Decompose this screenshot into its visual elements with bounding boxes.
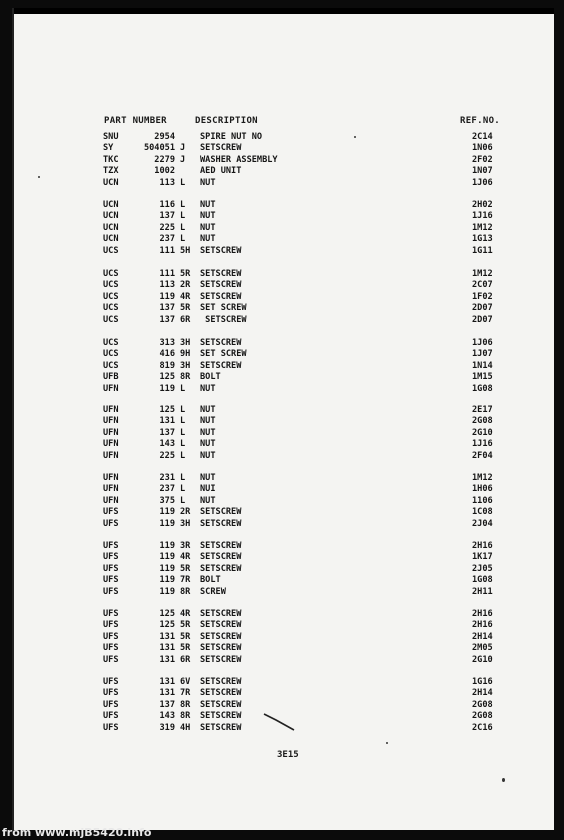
ref-number: 1C08 (472, 507, 493, 518)
ref-number: 2H14 (472, 631, 493, 642)
part-row (14, 496, 554, 507)
part-description: SETSCREW (200, 552, 242, 563)
ref-number: 2M05 (472, 643, 493, 654)
ref-number: 2D07 (472, 314, 493, 325)
part-description: SPIRE NUT NO (200, 132, 263, 142)
part-prefix: UFS (103, 552, 119, 563)
part-suffix: 6V (180, 677, 191, 687)
part-description: NUT (200, 200, 216, 210)
scan-top-edge (14, 8, 554, 14)
part-prefix: UFN (103, 383, 119, 394)
part-suffix: 5R (180, 631, 191, 642)
part-description: NUT (200, 495, 216, 506)
part-description: NUI (200, 484, 216, 495)
ref-number: 2G08 (472, 699, 493, 710)
part-row (14, 688, 554, 699)
part-prefix: UFS (103, 643, 119, 654)
part-row (14, 620, 554, 631)
part-prefix: UCN (103, 222, 119, 233)
ref-number: 2H16 (472, 609, 493, 619)
ref-number: 1G11 (472, 245, 493, 256)
part-row (14, 211, 554, 222)
part-row (14, 269, 554, 280)
part-number: 125 (159, 620, 175, 631)
part-number: 1002 (154, 166, 175, 177)
part-prefix: UCS (103, 245, 119, 256)
part-prefix: SNU (103, 132, 119, 142)
part-suffix: L (180, 405, 186, 415)
part-number: 131 (159, 688, 175, 699)
part-suffix: L (180, 473, 186, 483)
scan-speck (386, 742, 388, 744)
part-row (14, 338, 554, 349)
ref-number: 2G10 (472, 427, 493, 438)
part-description: SETSCREW (200, 654, 242, 665)
part-number: 319 (159, 722, 175, 733)
part-row (14, 643, 554, 654)
part-suffix: L (180, 416, 186, 427)
part-row (14, 166, 554, 177)
part-row (14, 384, 554, 395)
part-description: NUT (200, 383, 216, 394)
part-suffix: 7R (180, 575, 191, 586)
part-number: 137 (159, 211, 175, 222)
source-watermark: from www.mjB5420.info (2, 826, 152, 839)
part-number: 225 (159, 450, 175, 461)
part-prefix: UCS (103, 280, 119, 291)
part-suffix: 7R (180, 688, 191, 699)
part-prefix: UCS (103, 314, 119, 325)
part-description: NUT (200, 427, 216, 438)
part-prefix: UCS (103, 338, 119, 348)
ref-number: 1M12 (472, 222, 493, 233)
part-prefix: TZX (103, 166, 119, 177)
part-number: 125 (159, 405, 175, 415)
ref-number: 1J16 (472, 439, 493, 450)
part-number: 131 (159, 677, 175, 687)
part-number: 819 (159, 360, 175, 371)
part-prefix: UFS (103, 722, 119, 733)
ref-number: 1H06 (472, 484, 493, 495)
part-description: NUT (200, 450, 216, 461)
ref-number: 2G10 (472, 654, 493, 665)
part-description: SETSCREW (200, 314, 247, 325)
part-prefix: UFS (103, 699, 119, 710)
scan-speck (354, 136, 356, 138)
ref-number: 1M15 (472, 372, 493, 383)
page-code: 3E15 (277, 750, 299, 760)
part-suffix: 8R (180, 711, 191, 722)
part-row (14, 200, 554, 211)
ref-number: 1G16 (472, 677, 493, 687)
part-number: 237 (159, 234, 175, 245)
part-number: 119 (159, 291, 175, 302)
part-number: 137 (159, 427, 175, 438)
parts-group (14, 338, 554, 395)
part-description: SETSCREW (200, 269, 242, 279)
part-suffix: 9H (180, 349, 191, 360)
part-description: SETSCREW (200, 291, 242, 302)
ref-number: 2C14 (472, 132, 493, 142)
part-prefix: UCN (103, 211, 119, 222)
part-prefix: UFS (103, 654, 119, 665)
part-number: 416 (159, 349, 175, 360)
part-description: NUT (200, 405, 216, 415)
part-suffix: 4R (180, 552, 191, 563)
ref-number: 1M12 (472, 269, 493, 279)
part-row (14, 223, 554, 234)
parts-group (14, 541, 554, 598)
part-prefix: UFS (103, 677, 119, 687)
part-row (14, 519, 554, 530)
ref-number: 1F02 (472, 291, 493, 302)
part-prefix: UCS (103, 291, 119, 302)
part-row (14, 292, 554, 303)
part-prefix: UFS (103, 631, 119, 642)
part-number: 119 (159, 541, 175, 551)
part-description: SETSCREW (200, 280, 242, 291)
part-number: 119 (159, 575, 175, 586)
ref-number: 2C16 (472, 722, 493, 733)
part-description: SET SCREW (200, 349, 247, 360)
part-suffix: 8R (180, 586, 191, 597)
part-number: 131 (159, 643, 175, 654)
part-description: NUT (200, 416, 216, 427)
part-prefix: UCS (103, 349, 119, 360)
part-row (14, 507, 554, 518)
ref-number: 1J07 (472, 349, 493, 360)
part-row (14, 473, 554, 484)
part-suffix: 8R (180, 699, 191, 710)
part-prefix: UCN (103, 200, 119, 210)
parts-group (14, 405, 554, 462)
ref-number: 2H16 (472, 541, 493, 551)
part-prefix: UFN (103, 416, 119, 427)
part-description: WASHER ASSEMBLY (200, 154, 278, 165)
part-prefix: UFS (103, 563, 119, 574)
header-part-number: PART NUMBER (104, 116, 167, 126)
ref-number: 2G08 (472, 416, 493, 427)
bleed-through-text (410, 736, 414, 744)
parts-group (14, 132, 554, 189)
part-row (14, 303, 554, 314)
part-number: 131 (159, 654, 175, 665)
part-number: 2279 (154, 154, 175, 165)
part-suffix: 3R (180, 541, 191, 551)
ref-number: 2F02 (472, 154, 493, 165)
part-suffix: 3H (180, 360, 191, 371)
part-prefix: UFN (103, 439, 119, 450)
part-row (14, 315, 554, 326)
ref-number: 2C07 (472, 280, 493, 291)
part-description: SETSCREW (200, 507, 242, 518)
part-number: 231 (159, 473, 175, 483)
part-prefix: UFN (103, 405, 119, 415)
part-suffix: L (180, 484, 186, 495)
part-number: 116 (159, 200, 175, 210)
part-description: SETSCREW (200, 688, 242, 699)
part-prefix: UCS (103, 360, 119, 371)
ref-number: 1K17 (472, 552, 493, 563)
header-ref-no: REF.NO. (460, 116, 501, 126)
part-description: NUT (200, 177, 216, 188)
part-row (14, 439, 554, 450)
ref-number: 1N06 (472, 143, 493, 154)
part-suffix: 3H (180, 518, 191, 529)
ref-number: 2J04 (472, 518, 493, 529)
part-suffix: L (180, 439, 186, 450)
part-suffix: 4H (180, 722, 191, 733)
part-prefix: SY (103, 143, 114, 154)
ref-number: 2H16 (472, 620, 493, 631)
part-number: 125 (159, 372, 175, 383)
ref-number: 2F04 (472, 450, 493, 461)
part-row (14, 246, 554, 257)
part-description: SETSCREW (200, 620, 242, 631)
part-row (14, 155, 554, 166)
part-row (14, 416, 554, 427)
part-description: SETSCREW (200, 699, 242, 710)
part-description: SETSCREW (200, 338, 242, 348)
part-suffix: 3H (180, 338, 191, 348)
part-row (14, 609, 554, 620)
part-suffix: 4R (180, 291, 191, 302)
ref-number: 1N07 (472, 166, 493, 177)
part-description: SETSCREW (200, 677, 242, 687)
ref-number: 2J05 (472, 563, 493, 574)
part-suffix: 8R (180, 372, 191, 383)
part-prefix: UFS (103, 711, 119, 722)
part-number: 119 (159, 507, 175, 518)
part-suffix: 5R (180, 303, 191, 314)
part-row (14, 361, 554, 372)
ref-number: 2H02 (472, 200, 493, 210)
part-row (14, 541, 554, 552)
part-number: 113 (159, 280, 175, 291)
part-row (14, 587, 554, 598)
part-prefix: UFN (103, 484, 119, 495)
part-number: 504051 (143, 143, 175, 154)
part-description: NUT (200, 222, 216, 233)
part-row (14, 451, 554, 462)
part-prefix: UFS (103, 586, 119, 597)
part-number: 137 (159, 699, 175, 710)
part-description: SETSCREW (200, 245, 242, 256)
part-number: 375 (159, 495, 175, 506)
part-suffix: L (180, 234, 186, 245)
part-prefix: UCS (103, 269, 119, 279)
part-number: 119 (159, 563, 175, 574)
part-row (14, 178, 554, 189)
ref-number: 1N14 (472, 360, 493, 371)
scan-speck (502, 778, 505, 782)
part-number: 2954 (154, 132, 175, 142)
header-description: DESCRIPTION (195, 116, 258, 126)
part-prefix: UFN (103, 427, 119, 438)
part-prefix: UFN (103, 473, 119, 483)
part-row (14, 143, 554, 154)
part-description: NUT (200, 439, 216, 450)
part-description: SETSCREW (200, 711, 242, 722)
part-suffix: 5H (180, 245, 191, 256)
parts-group (14, 609, 554, 666)
part-prefix: UFS (103, 541, 119, 551)
part-row (14, 632, 554, 643)
part-suffix: 5R (180, 620, 191, 631)
part-row (14, 484, 554, 495)
part-suffix: 4R (180, 609, 191, 619)
part-row (14, 575, 554, 586)
part-prefix: UFN (103, 495, 119, 506)
part-number: 111 (159, 269, 175, 279)
part-suffix: 2R (180, 507, 191, 518)
scan-speck (38, 176, 40, 178)
ref-number: 1J06 (472, 338, 493, 348)
part-description: SETSCREW (200, 518, 242, 529)
part-number: 111 (159, 245, 175, 256)
part-row (14, 677, 554, 688)
part-prefix: UFS (103, 507, 119, 518)
part-suffix: L (180, 211, 186, 222)
part-description: SETSCREW (200, 609, 242, 619)
pen-mark-icon (262, 710, 298, 732)
part-description: SET SCREW (200, 303, 247, 314)
ref-number: 1M12 (472, 473, 493, 483)
part-suffix: 6R (180, 654, 191, 665)
ref-number: 2G08 (472, 711, 493, 722)
parts-group (14, 473, 554, 530)
part-description: SETSCREW (200, 631, 242, 642)
part-prefix: UCN (103, 177, 119, 188)
part-number: 137 (159, 314, 175, 325)
part-description: SETSCREW (200, 563, 242, 574)
parts-group (14, 200, 554, 257)
ref-number: 1106 (472, 495, 493, 506)
part-number: 125 (159, 609, 175, 619)
part-number: 313 (159, 338, 175, 348)
part-prefix: UFS (103, 518, 119, 529)
part-suffix: 5R (180, 269, 191, 279)
part-number: 131 (159, 416, 175, 427)
part-suffix: J (180, 143, 186, 154)
part-description: NUT (200, 211, 216, 222)
part-row (14, 552, 554, 563)
ref-number: 1J16 (472, 211, 493, 222)
part-description: AED UNIT (200, 166, 242, 177)
part-prefix: UFS (103, 620, 119, 631)
part-row (14, 280, 554, 291)
ref-number: 2H14 (472, 688, 493, 699)
part-description: BOLT (200, 575, 221, 586)
part-description: SETSCREW (200, 643, 242, 654)
part-row (14, 564, 554, 575)
part-prefix: UFN (103, 450, 119, 461)
part-row (14, 405, 554, 416)
part-number: 131 (159, 631, 175, 642)
part-suffix: L (180, 200, 186, 210)
ref-number: 1G13 (472, 234, 493, 245)
part-prefix: UFS (103, 609, 119, 619)
ref-number: 1J06 (472, 177, 493, 188)
part-number: 113 (159, 177, 175, 188)
part-row (14, 234, 554, 245)
part-number: 119 (159, 552, 175, 563)
part-row (14, 349, 554, 360)
part-number: 119 (159, 586, 175, 597)
part-suffix: J (180, 154, 186, 165)
part-row (14, 428, 554, 439)
part-row (14, 655, 554, 666)
part-row (14, 372, 554, 383)
part-number: 143 (159, 711, 175, 722)
part-number: 143 (159, 439, 175, 450)
part-prefix: UFB (103, 372, 119, 383)
part-description: SETSCREW (200, 722, 242, 733)
part-description: SETSCREW (200, 360, 242, 371)
ref-number: 1G08 (472, 575, 493, 586)
part-suffix: L (180, 222, 186, 233)
part-number: 119 (159, 518, 175, 529)
document-page (12, 8, 554, 830)
part-prefix: UFS (103, 688, 119, 699)
part-number: 137 (159, 303, 175, 314)
ref-number: 2H11 (472, 586, 493, 597)
part-suffix: 2R (180, 280, 191, 291)
ref-number: 1G08 (472, 383, 493, 394)
part-suffix: L (180, 427, 186, 438)
column-header (14, 116, 554, 130)
part-number: 225 (159, 222, 175, 233)
part-suffix: L (180, 383, 186, 394)
part-number: 237 (159, 484, 175, 495)
part-prefix: UCN (103, 234, 119, 245)
part-description: NUT (200, 473, 216, 483)
part-row (14, 132, 554, 143)
part-suffix: 5R (180, 563, 191, 574)
part-prefix: UFS (103, 575, 119, 586)
parts-group (14, 269, 554, 326)
part-suffix: 5R (180, 643, 191, 654)
part-description: NUT (200, 234, 216, 245)
part-number: 119 (159, 383, 175, 394)
part-suffix: L (180, 177, 186, 188)
part-suffix: 6R (180, 314, 191, 325)
part-description: SETSCREW (200, 541, 242, 551)
ref-number: 2E17 (472, 405, 493, 415)
part-prefix: UCS (103, 303, 119, 314)
part-prefix: TKC (103, 154, 119, 165)
ref-number: 2D07 (472, 303, 493, 314)
part-suffix: L (180, 495, 186, 506)
part-description: SCREW (200, 586, 226, 597)
part-description: BOLT (200, 372, 221, 383)
part-suffix: L (180, 450, 186, 461)
part-description: SETSCREW (200, 143, 242, 154)
